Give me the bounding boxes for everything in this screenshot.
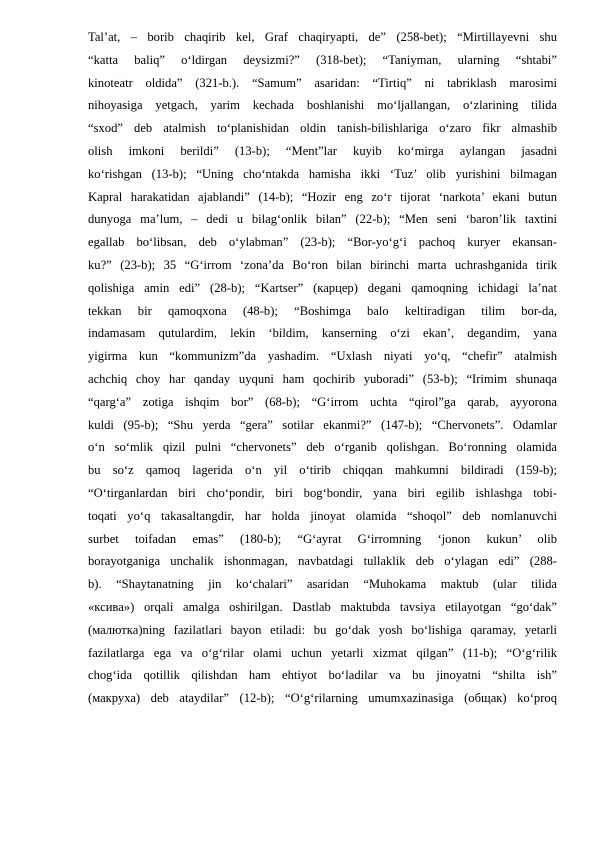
text-line: ko‘rishgan (13-b); “Uning cho‘ntakda hamisha ikki ‘Tuz’ olib yurishini bilmagan <box>88 166 557 181</box>
text-line: “O‘tirganlardan biri cho‘pondir, biri bog‘bondir, yana biri egilib ishlashga tobi- <box>88 485 557 500</box>
text-line: achchiq choy har qanday uyquni ham qochirib yuboradi” (53-b); “Irimim shunaqa <box>88 371 557 386</box>
body-text <box>88 26 557 710</box>
text-line: «ксива») orqali amalga oshirilgan. Dastlab maktubda tavsiya etilayotgan “go‘dak” <box>88 599 557 614</box>
text-line: egallab bo‘libsan, deb o‘ylabman” (23-b); “Bor-yo‘g‘i pachoq kuryer ekansan- <box>88 235 557 250</box>
text-line: indamasam qutulardim, lekin ‘bildim, kanserning o‘zi ekan’, degandim, yana <box>88 326 557 341</box>
text-line: nihoyasiga yetgach, yarim kechada boshlanishi mo‘ljallangan, o‘zlarining tilida <box>88 98 557 113</box>
text-line: kuldi (95-b); “Shu yerda “gera” sotilar ekanmi?” (147-b); “Chervonets”. Odamlar <box>88 417 557 432</box>
text-line: kinoteatr oldida” (321-b.). “Samum” asaridan: “Tirtiq” ni tabriklash marosimi <box>88 75 557 90</box>
text-line: chog‘ida qotillik qilishdan ham ehtiyot bo‘ladilar va bu jinoyatni “shilta ish” <box>88 668 557 683</box>
text-line: Tal’at, – borib chaqirib kel, Graf chaqiryapti, de” (258-bet); “Mirtillayevni shu <box>88 30 557 44</box>
text-line: bu so‘z qamoq lagerida o‘n yil o‘tirib chiqqan mahkumni bildiradi (159-b); <box>88 463 557 478</box>
text-line: o‘n so‘mlik qizil pulni “chervonets” deb o‘rganib qolishgan. Bo‘ronning olamida <box>88 440 557 455</box>
text-line: b). “Shaytanatning jin ko‘chalari” asaridan “Muhokama maktub (ular tilida <box>88 577 557 592</box>
text-line: borayotganiga unchalik ishonmagan, navbatdagi tullaklik deb o‘ylagan edi” (288- <box>88 554 557 569</box>
text-line: olish imkoni berildi” (13-b); “Ment”lar kuyib ko‘mirga aylangan jasadni <box>88 143 557 158</box>
text-line: fazilatlarga ega va o‘g‘rilar olami uchun yetarli xizmat qilgan” (11-b); “O‘g‘rilik <box>88 645 557 660</box>
text-line: ku?” (23-b); 35 “G‘irrom ‘zona’da Bo‘ron bilan birinchi marta uchrashganida tirik <box>88 257 557 272</box>
text-line: tekkan bir qamoqxona (48-b); “Boshimga balo keltiradigan tilim bor-da, <box>88 303 557 318</box>
text-line: Kapral harakatidan ajablandi” (14-b); “Hozir eng zo‘r tijorat ‘narkota’ ekani butun <box>88 189 557 204</box>
text-line: “katta baliq” o‘ldirgan deysizmi?” (318-bet); “Taniyman, ularning “shtabi” <box>88 52 557 67</box>
text-line: yigirma kun “kommunizm”da yashadim. “Uxlash niyati yo‘q, “chefir” atalmish <box>88 349 557 364</box>
text-line: surbet toifadan emas” (180-b); “G‘ayrat G‘irromning ‘jonon kukun’ olib <box>88 531 557 546</box>
text-line: (малютка)ning fazilatlari bayon etiladi: bu go‘dak yosh bo‘lishiga qaramay, yetarli <box>88 622 557 637</box>
text-line: “qarg‘a” zotiga ishqim bor” (68-b); “G‘irrom uchta “qirol”ga qarab, ayyorona <box>88 394 557 409</box>
text-line: toqati yo‘q takasaltangdir, har holda jinoyat olamida “shoqol” deb nomlanuvchi <box>88 508 557 523</box>
text-line: “sxod” deb atalmish to‘planishidan oldin tanish-bilishlariga o‘zaro fikr almashib <box>88 121 557 136</box>
text-line: qolishiga amin edi” (28-b); “Kartser” (карцер) degani qamoqning ichidagi la’nat <box>88 280 557 295</box>
text-line: dunyoga ma’lum, – dedi u bilag‘onlik bilan” (22-b); “Men seni ‘baron’lik taxtini <box>88 212 557 227</box>
text-line: (макруха) deb ataydilar” (12-b); “O‘g‘rilarning umumxazinasiga (общак) ko‘proq <box>88 691 557 706</box>
